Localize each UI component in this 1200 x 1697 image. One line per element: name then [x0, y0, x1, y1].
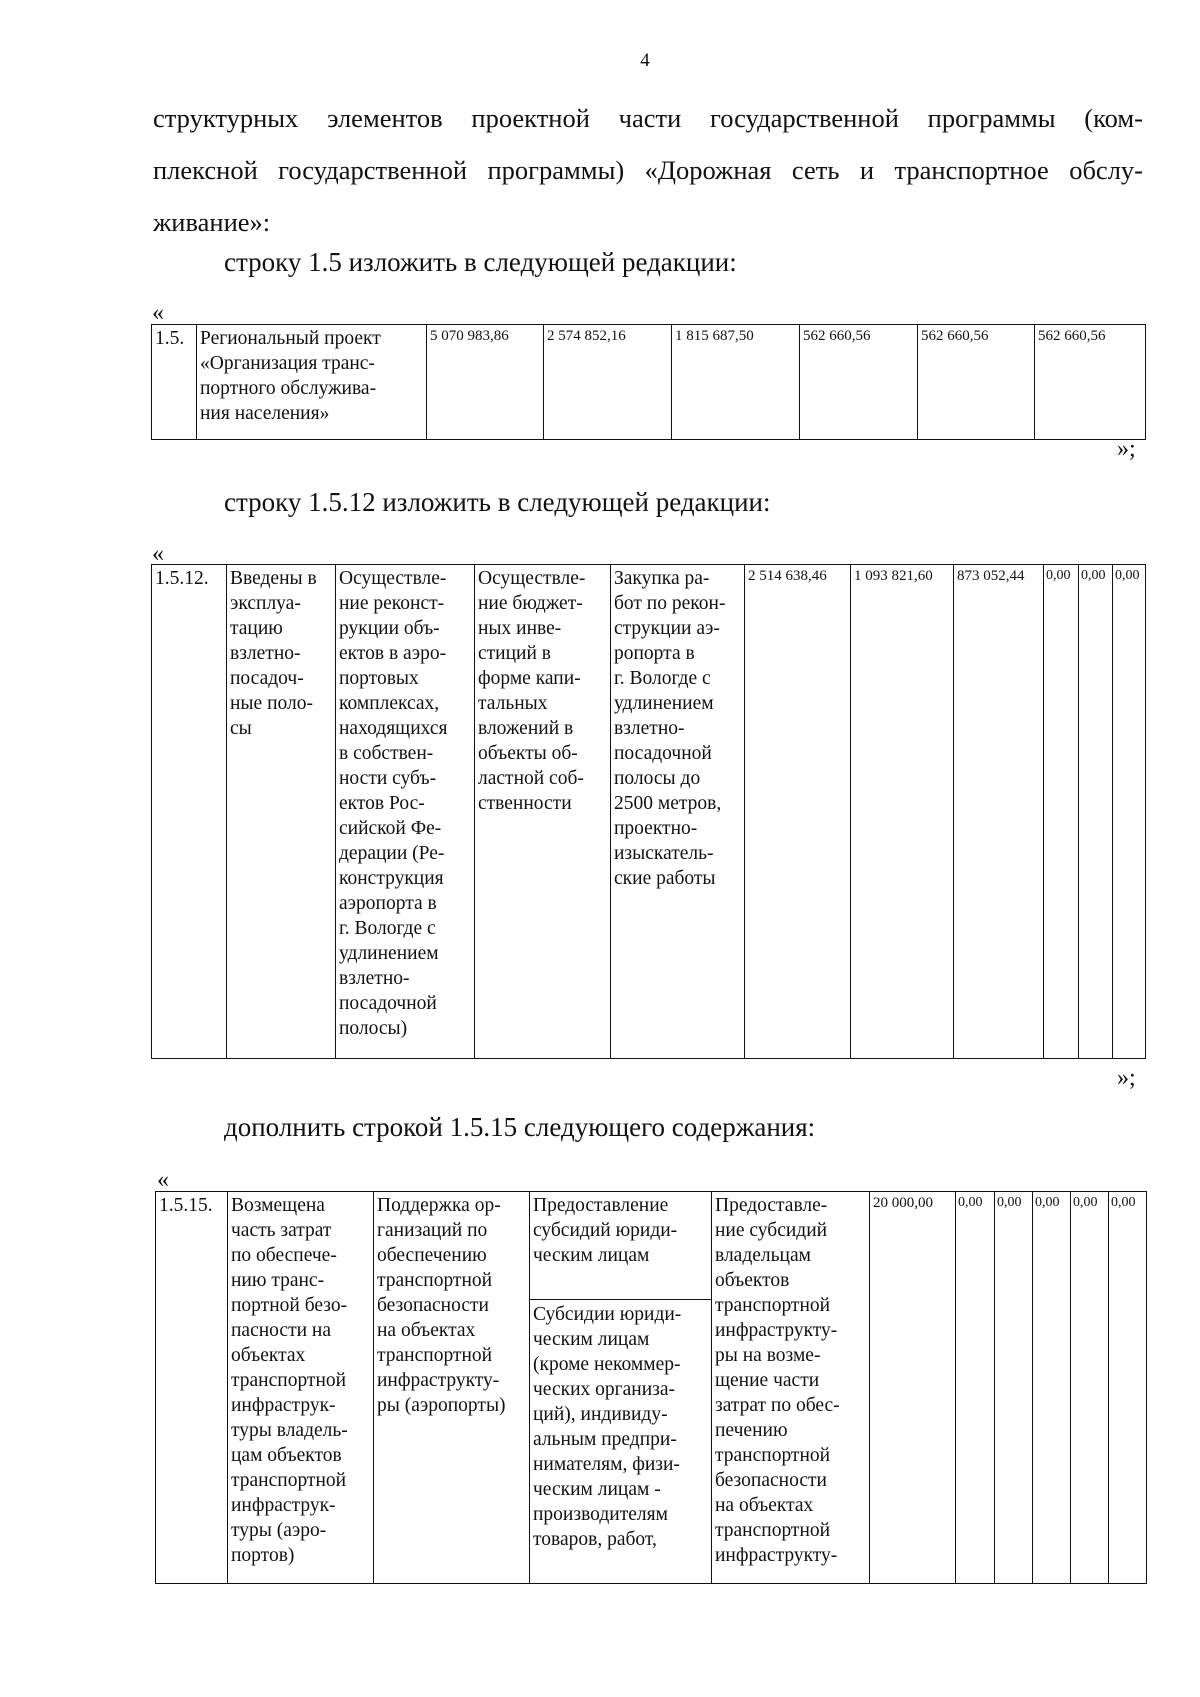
- open-quote: «: [157, 1167, 169, 1193]
- object-line: ние субсидий: [715, 1220, 828, 1241]
- value-cell: 1 093 821,60: [851, 565, 954, 1059]
- intro-paragraph: [153, 92, 1143, 248]
- event-line: транспортной: [377, 1270, 493, 1291]
- event-line: ры (аэропорты): [377, 1395, 506, 1416]
- event-line: ности субъ-: [339, 768, 437, 789]
- object-line: Предоставле-: [715, 1195, 828, 1216]
- result-line: туры владель-: [231, 1420, 348, 1441]
- direction-line: ческим лицам -: [533, 1479, 661, 1500]
- result-line: инфраструк-: [231, 1495, 336, 1516]
- object-cell: [712, 1192, 870, 1584]
- event-line: находящихся: [339, 718, 448, 739]
- direction-line: тальных: [478, 693, 548, 714]
- object-line: затрат по обес-: [715, 1395, 840, 1416]
- event-line: конструкция: [339, 868, 444, 889]
- object-line: посадочной: [614, 743, 712, 764]
- event-cell: [336, 565, 475, 1059]
- event-line: дерации (Ре-: [339, 843, 445, 864]
- direction-line: нимателям, физи-: [533, 1454, 680, 1475]
- row-number: 1.5.12.: [152, 565, 227, 1059]
- value-cell: 0,00: [1109, 1192, 1147, 1584]
- direction-line: ческим лицам: [533, 1245, 650, 1266]
- object-line: инфраструкту-: [715, 1320, 838, 1341]
- result-cell: [228, 1192, 374, 1584]
- direction-line: вложений в: [478, 718, 574, 739]
- value-cell: 1 815 687,50: [672, 325, 800, 440]
- table-row-1-5-12: [151, 564, 1146, 1059]
- event-line: ганизаций по: [377, 1220, 488, 1241]
- direction-line: ческим лицам: [533, 1329, 650, 1350]
- value-cell: 0,00: [1044, 565, 1079, 1059]
- value-cell: 0,00: [1079, 565, 1113, 1059]
- object-line: на объектах: [715, 1495, 814, 1516]
- event-line: в собствен-: [339, 743, 434, 764]
- result-line: Возмещена: [231, 1195, 325, 1216]
- object-line: Закупка ра-: [614, 568, 710, 589]
- result-line: взлетно-: [230, 643, 301, 664]
- object-line: щение части: [715, 1370, 820, 1391]
- object-line: ропорта в: [614, 643, 695, 664]
- project-name-line: «Организация транс-: [200, 353, 375, 374]
- close-quote: »;: [1117, 436, 1136, 462]
- event-line: на объектах: [377, 1320, 476, 1341]
- object-line: изыскатель-: [614, 843, 714, 864]
- object-line: ры на возме-: [715, 1345, 821, 1366]
- object-line: безопасности: [715, 1470, 827, 1491]
- result-line: ные поло-: [230, 693, 313, 714]
- close-quote: »;: [1117, 1065, 1136, 1091]
- value-cell: 0,00: [1071, 1192, 1109, 1584]
- page-number: 4: [640, 50, 650, 71]
- project-name-line: ния населения»: [200, 403, 330, 424]
- value-cell: 562 660,56: [1035, 325, 1146, 440]
- value-cell: 0,00: [1033, 1192, 1071, 1584]
- direction-subcell: [530, 1299, 711, 1552]
- result-line: часть затрат: [231, 1220, 332, 1241]
- event-line: сийской Фе-: [339, 818, 442, 839]
- event-line: комплексах,: [339, 693, 440, 714]
- value-cell: 0,00: [995, 1192, 1033, 1584]
- intro-line: живание»:: [153, 207, 271, 237]
- event-line: Осуществле-: [339, 568, 447, 589]
- direction-line: (кроме некоммер-: [533, 1354, 681, 1375]
- object-line: транспортной: [715, 1295, 831, 1316]
- event-line: рукции объ-: [339, 618, 440, 639]
- project-name-cell: [197, 325, 427, 440]
- object-line: объектов: [715, 1270, 790, 1291]
- result-line: портов): [231, 1545, 295, 1566]
- object-line: струкции аэ-: [614, 618, 720, 639]
- result-line: инфраструк-: [231, 1395, 336, 1416]
- event-cell: [374, 1192, 530, 1584]
- open-quote: «: [152, 541, 164, 567]
- section-lead-1-5-15: дополнить строкой 1.5.15 следующего содержания:: [224, 1112, 816, 1142]
- project-name-line: портного обслужива-: [200, 378, 377, 399]
- direction-line: субсидий юриди-: [533, 1220, 678, 1241]
- value-cell: 562 660,56: [800, 325, 918, 440]
- object-line: г. Вологде с: [614, 668, 711, 689]
- result-line: по обеспече-: [231, 1245, 337, 1266]
- object-cell: [611, 565, 745, 1059]
- event-line: посадочной: [339, 993, 437, 1014]
- intro-line: структурных элементов проектной части государственной программы (ком-: [153, 103, 1143, 133]
- direction-line: форме капи-: [478, 668, 581, 689]
- direction-line: ние бюджет-: [478, 593, 583, 614]
- value-cell: 2 574 852,16: [544, 325, 672, 440]
- project-name-line: Региональный проект: [200, 328, 381, 349]
- result-line: транспортной: [231, 1370, 347, 1391]
- event-line: транспортной: [377, 1345, 493, 1366]
- value-cell: 562 660,56: [918, 325, 1035, 440]
- event-line: взлетно-: [339, 968, 410, 989]
- open-quote: «: [152, 300, 164, 326]
- object-line: 2500 метров,: [614, 793, 722, 814]
- object-line: печению: [715, 1420, 788, 1441]
- result-line: тацию: [230, 618, 283, 639]
- event-line: полосы): [339, 1018, 408, 1039]
- object-line: удлинением: [614, 693, 714, 714]
- direction-line: товаров, работ,: [533, 1529, 657, 1550]
- object-line: проектно-: [614, 818, 698, 839]
- result-line: нию транс-: [231, 1270, 325, 1291]
- result-line: портной безо-: [231, 1295, 348, 1316]
- object-line: взлетно-: [614, 718, 685, 739]
- table-row-1-5: [151, 324, 1146, 440]
- object-line: владельцам: [715, 1245, 811, 1266]
- event-line: безопасности: [377, 1295, 489, 1316]
- section-lead-1-5: строку 1.5 изложить в следующей редакции:: [224, 247, 737, 277]
- result-line: объектах: [231, 1345, 306, 1366]
- event-line: г. Вологде с: [339, 918, 436, 939]
- result-line: пасности на: [231, 1320, 331, 1341]
- object-line: бот по рекон-: [614, 593, 726, 614]
- object-line: полосы до: [614, 768, 701, 789]
- direction-line: ственности: [478, 793, 572, 814]
- direction-line: стиций в: [478, 643, 552, 664]
- direction-line: Субсидии юриди-: [533, 1304, 682, 1325]
- direction-line: альным предпри-: [533, 1429, 677, 1450]
- direction-cell: [530, 1192, 712, 1584]
- result-line: транспортной: [231, 1470, 347, 1491]
- result-line: посадоч-: [230, 668, 304, 689]
- object-line: инфраструкту-: [715, 1545, 838, 1566]
- value-cell: 5 070 983,86: [427, 325, 544, 440]
- value-cell: 0,00: [956, 1192, 995, 1584]
- table-row-1-5-15: [155, 1191, 1147, 1584]
- event-line: инфраструкту-: [377, 1370, 500, 1391]
- result-line: сы: [230, 718, 252, 739]
- direction-line: ных инве-: [478, 618, 562, 639]
- intro-line: плексной государственной программы) «Дорожная сеть и транспортное обслу-: [153, 155, 1143, 185]
- direction-line: Осуществле-: [478, 568, 586, 589]
- value-cell: 873 052,44: [954, 565, 1044, 1059]
- direction-line: производителям: [533, 1504, 668, 1525]
- result-line: эксплуа-: [230, 593, 301, 614]
- row-number: 1.5.: [152, 325, 197, 440]
- result-line: туры (аэро-: [231, 1520, 327, 1541]
- row-number: 1.5.15.: [156, 1192, 228, 1584]
- direction-line: ластной соб-: [478, 768, 584, 789]
- event-line: Поддержка ор-: [377, 1195, 501, 1216]
- event-line: ектов в аэро-: [339, 643, 447, 664]
- direction-line: ческих организа-: [533, 1379, 676, 1400]
- value-cell: 20 000,00: [870, 1192, 956, 1584]
- value-cell: 2 514 638,46: [745, 565, 851, 1059]
- result-line: цам объектов: [231, 1445, 342, 1466]
- result-cell: [227, 565, 336, 1059]
- event-line: удлинением: [339, 943, 439, 964]
- direction-cell: [475, 565, 611, 1059]
- object-line: транспортной: [715, 1445, 831, 1466]
- event-line: обеспечению: [377, 1245, 487, 1266]
- direction-line: Предоставление: [533, 1195, 669, 1216]
- value-cell: 0,00: [1113, 565, 1146, 1059]
- direction-line: объекты об-: [478, 743, 578, 764]
- event-line: портовых: [339, 668, 419, 689]
- event-line: аэропорта в: [339, 893, 437, 914]
- result-line: Введены в: [230, 568, 317, 589]
- object-line: транспортной: [715, 1520, 831, 1541]
- event-line: ектов Рос-: [339, 793, 425, 814]
- section-lead-1-5-12: строку 1.5.12 изложить в следующей редакции:: [224, 487, 771, 517]
- event-line: ние реконст-: [339, 593, 445, 614]
- object-line: ские работы: [614, 868, 716, 889]
- direction-line: ций), индивиду-: [533, 1404, 668, 1425]
